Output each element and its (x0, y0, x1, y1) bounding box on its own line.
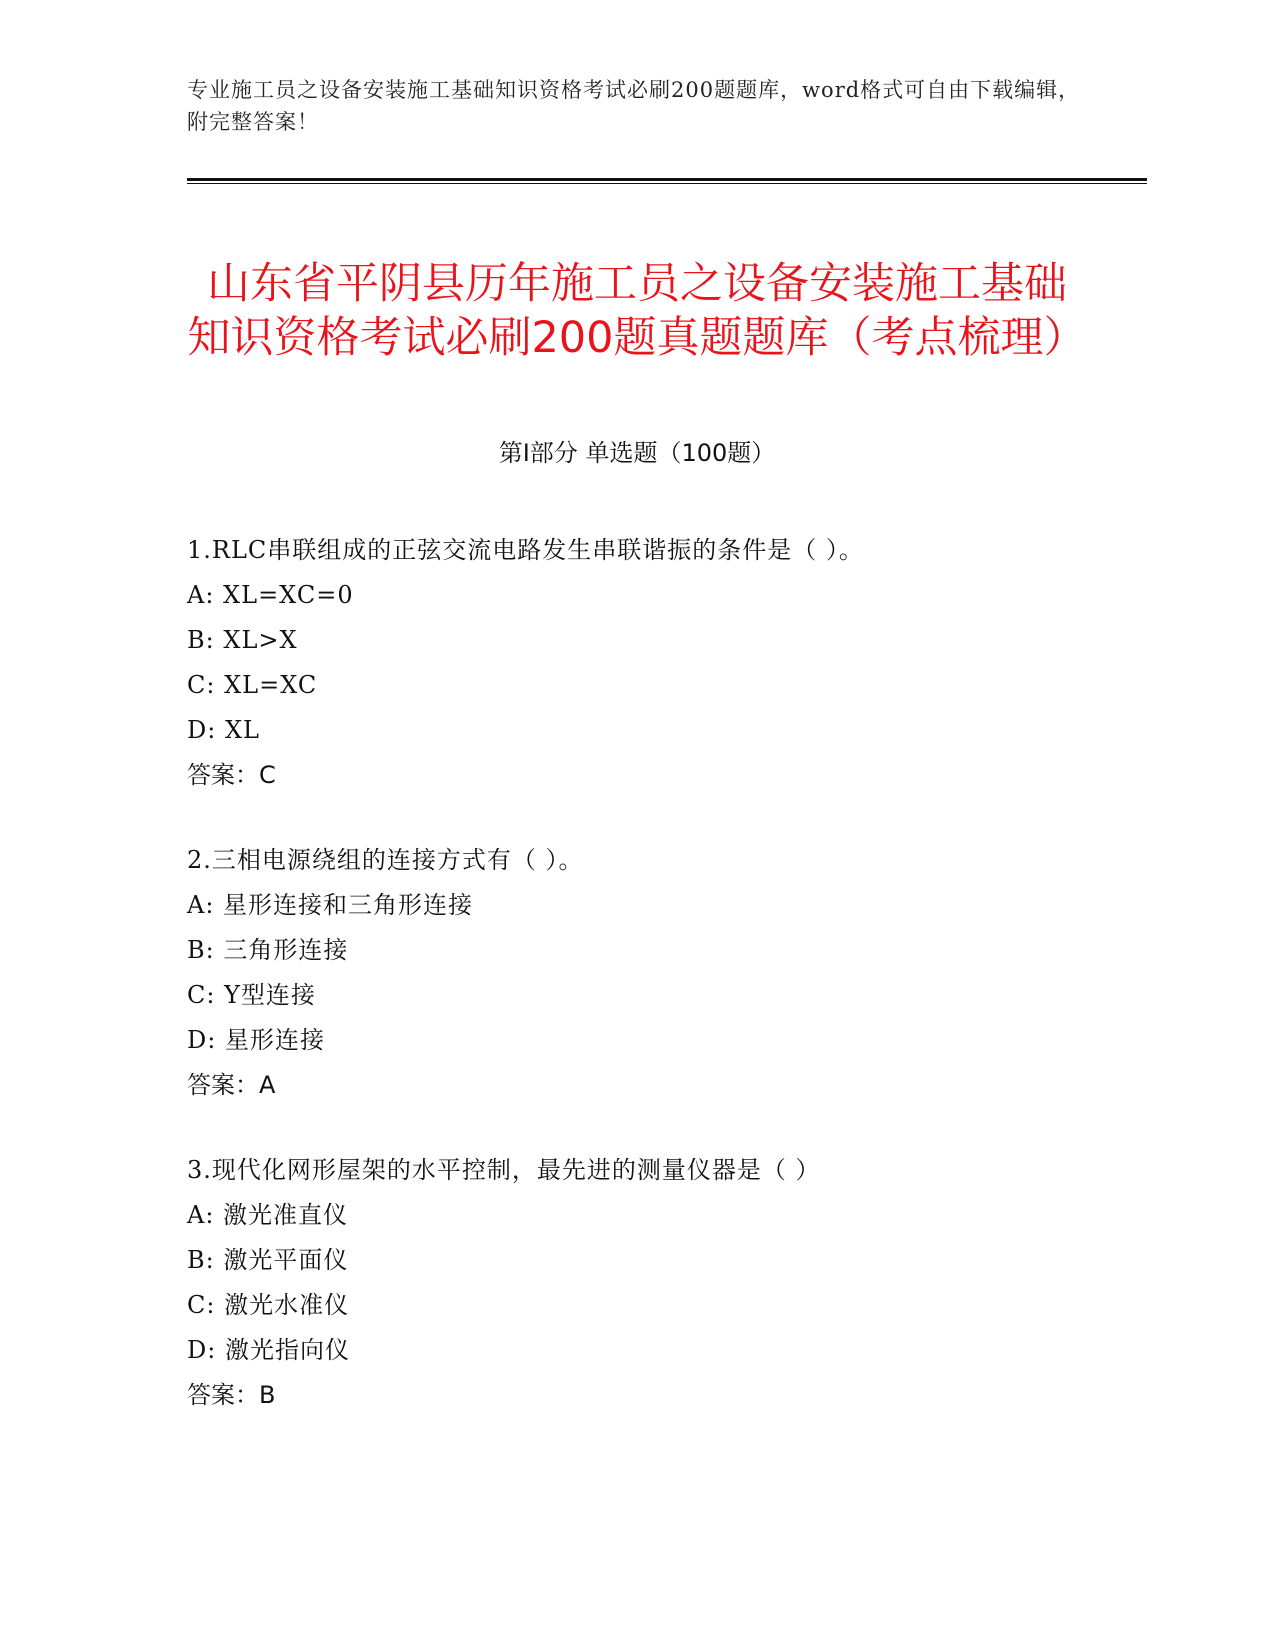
document-title: 山东省平阴县历年施工员之设备安装施工基础知识资格考试必刷200题真题题库（考点梳理） (187, 258, 1087, 363)
question-stem: 3.现代化网形屋架的水平控制，最先进的测量仪器是（ ） (187, 1156, 821, 1184)
header-divider-thick (187, 178, 1147, 181)
answer: 答案：A (187, 1071, 276, 1099)
option-d: D: XL (187, 716, 260, 744)
option-a: A: 星形连接和三角形连接 (187, 891, 474, 919)
option-d: D: 星形连接 (187, 1026, 325, 1054)
question-stem: 1.RLC串联组成的正弦交流电路发生串联谐振的条件是（ ）。 (187, 536, 864, 564)
question-stem: 2.三相电源绕组的连接方式有（ ）。 (187, 846, 584, 874)
section-title: 第Ⅰ部分 单选题（100题） (498, 439, 776, 467)
header-note: 专业施工员之设备安装施工基础知识资格考试必刷200题题库，word格式可自由下载编辑，附完整答案！ (187, 78, 1081, 134)
question-3 (187, 1148, 1147, 1418)
answer: 答案：C (187, 761, 276, 789)
question-1 (187, 528, 1147, 798)
answer: 答案：B (187, 1381, 276, 1409)
option-b: B: XL>X (187, 626, 298, 654)
option-d: D: 激光指向仪 (187, 1336, 350, 1364)
option-a: A: XL=XC=0 (187, 581, 354, 609)
option-a: A: 激光准直仪 (187, 1201, 349, 1229)
option-b: B: 激光平面仪 (187, 1246, 349, 1274)
option-c: C: Y型连接 (187, 981, 316, 1009)
option-c: C: XL=XC (187, 671, 318, 699)
question-list (187, 528, 1147, 1458)
question-2 (187, 838, 1147, 1108)
header-divider-thin (187, 183, 1147, 184)
option-b: B: 三角形连接 (187, 936, 349, 964)
option-c: C: 激光水准仪 (187, 1291, 350, 1319)
